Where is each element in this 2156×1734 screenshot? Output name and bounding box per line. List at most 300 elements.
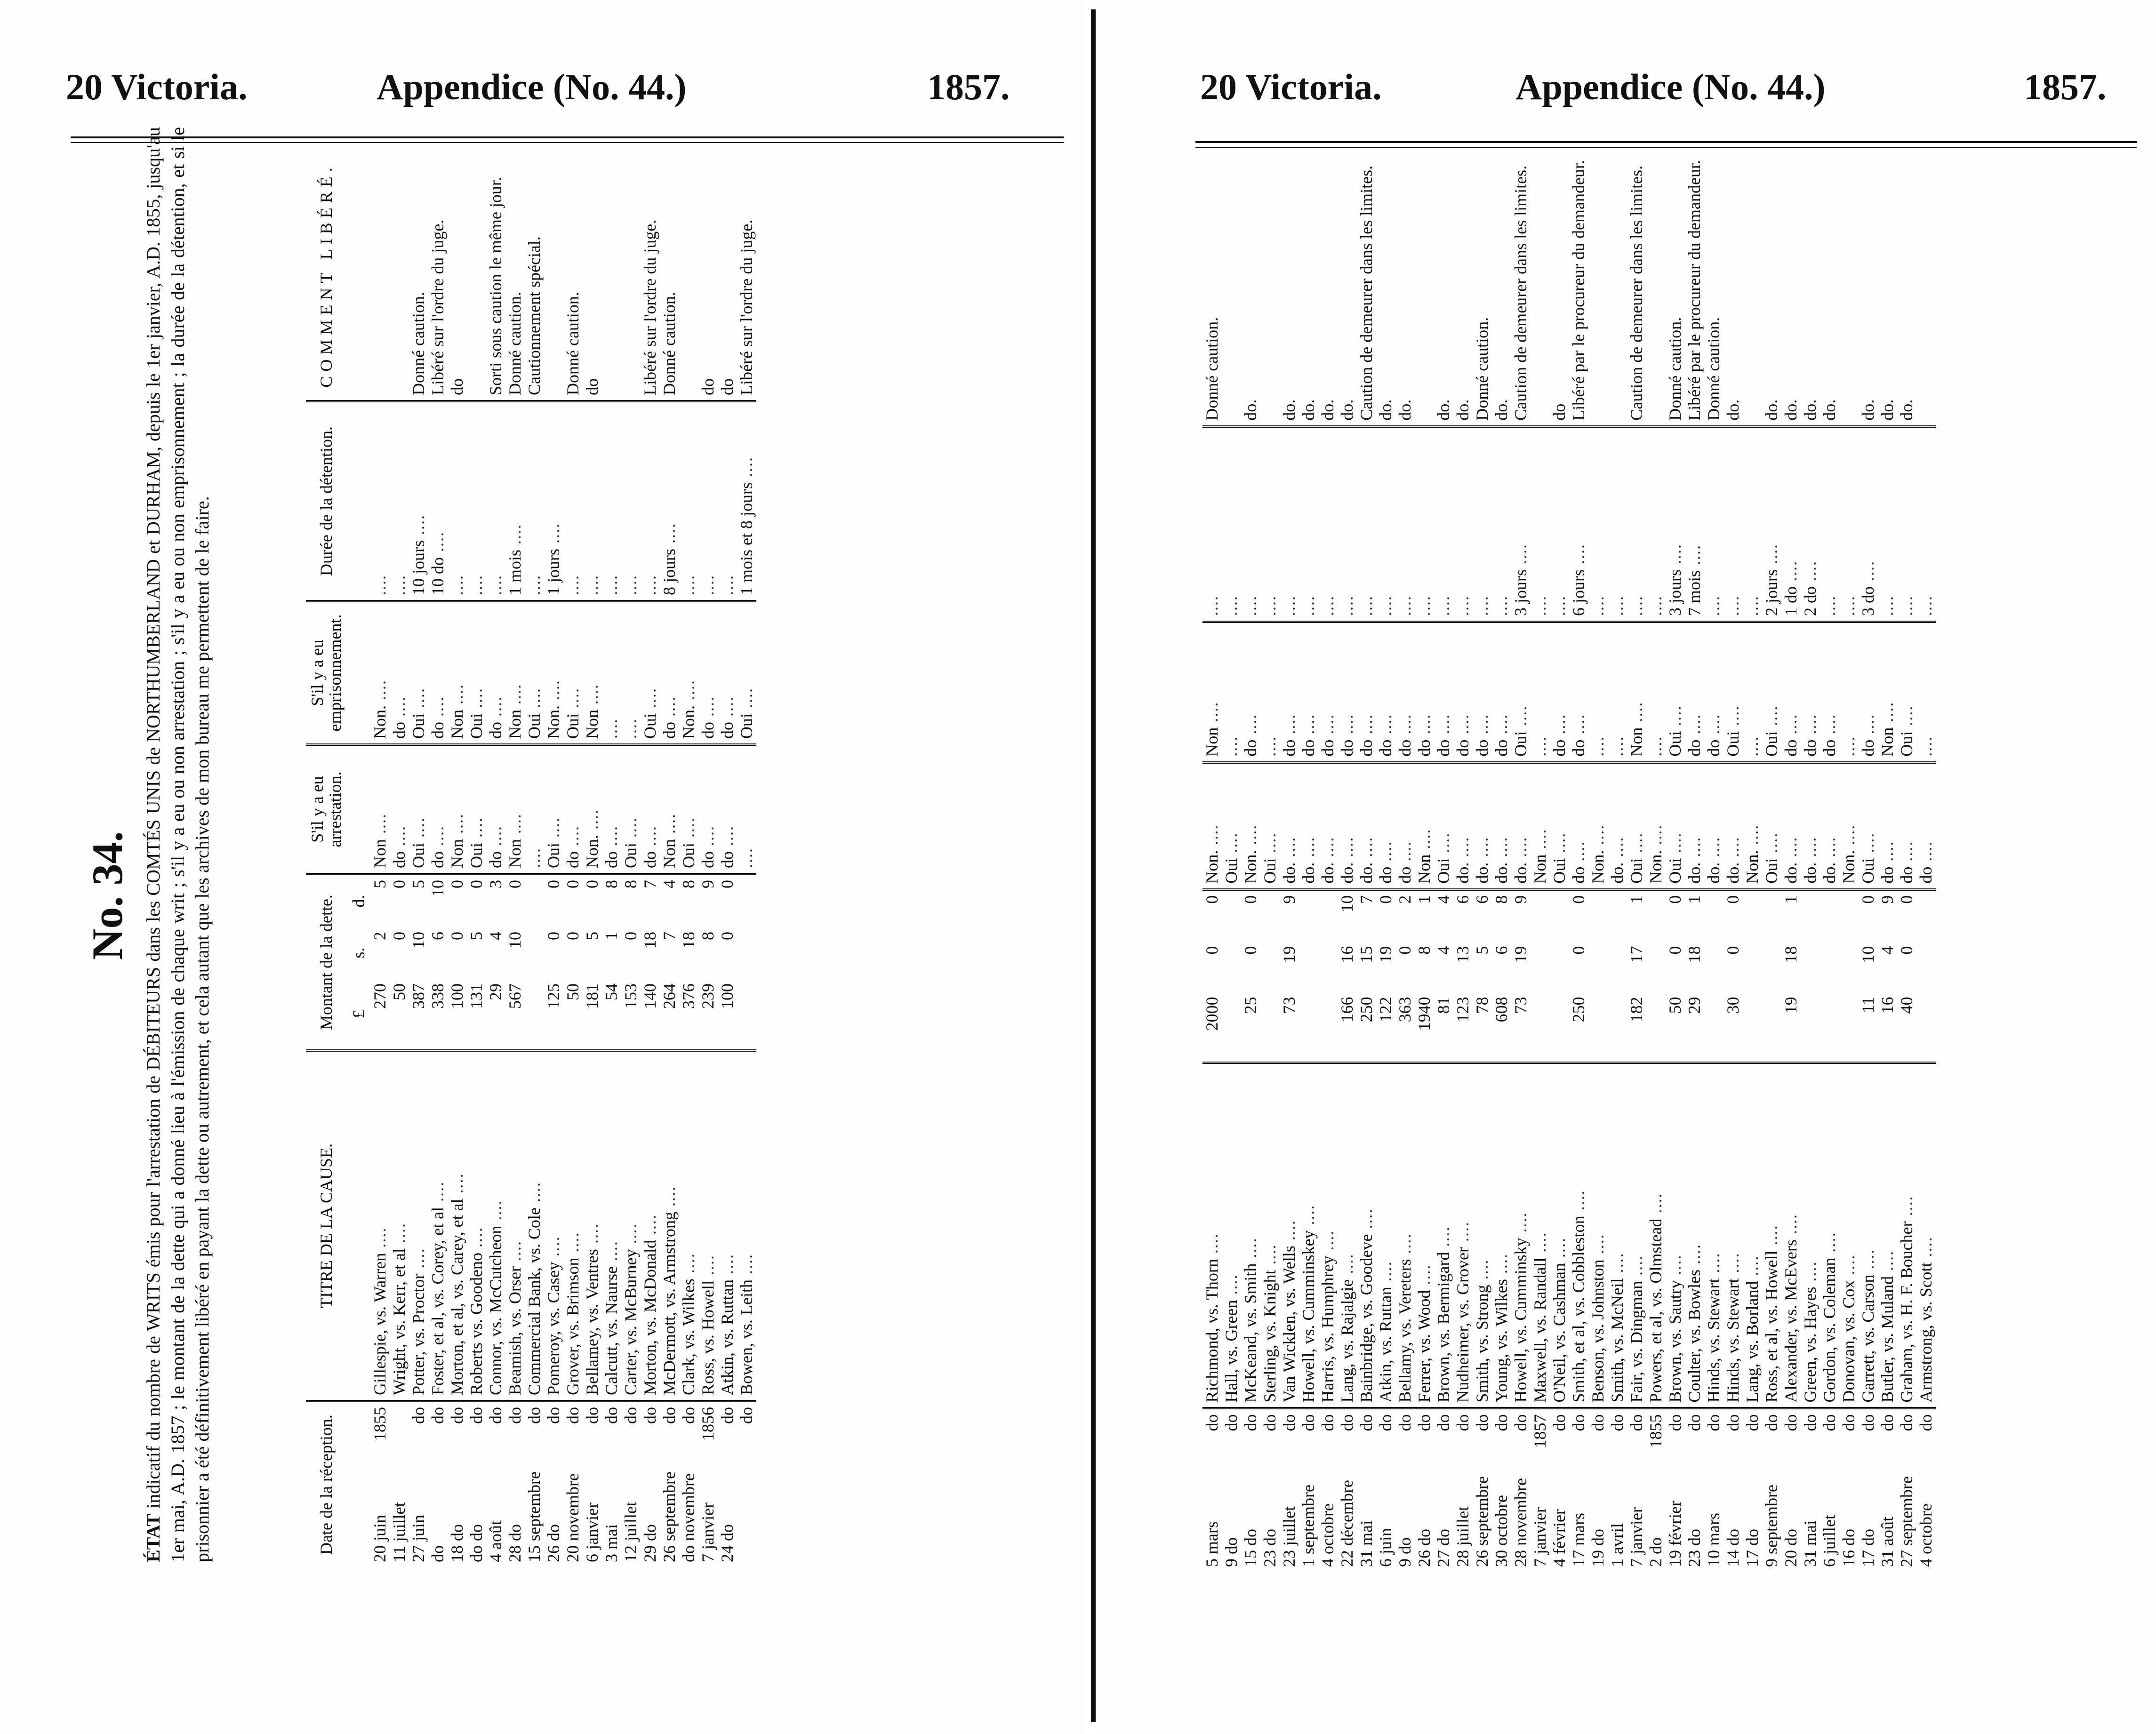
arrest-cell <box>1318 762 1338 889</box>
duration-cell <box>1723 426 1743 622</box>
duration-cell <box>544 401 563 601</box>
prison-cell <box>409 601 428 745</box>
date-value: 5 mars <box>1202 1521 1221 1567</box>
date-cell <box>698 1401 718 1567</box>
table-row <box>1781 155 1801 1572</box>
release-cell <box>1723 155 1743 426</box>
leader-dots: .... <box>621 718 640 739</box>
arrest-value: do <box>640 851 659 868</box>
release-value: Donné caution. <box>659 292 679 395</box>
table-row <box>1241 155 1260 1572</box>
release-cell <box>1338 155 1357 426</box>
arrest-value: do <box>698 851 717 868</box>
arrest-cell <box>1801 762 1820 889</box>
release-value: Donné caution. <box>1202 317 1221 421</box>
pence-cell <box>718 874 737 927</box>
release-cell <box>1801 155 1820 426</box>
pence-value: 5 <box>370 880 389 888</box>
cause-cell <box>1202 1063 1222 1408</box>
arrest-value: do. <box>1684 862 1704 884</box>
year-value: do <box>582 1407 601 1424</box>
shillings-cell <box>718 927 737 979</box>
intro-lead: ÉTAT <box>143 1514 164 1562</box>
leader-dots: .... <box>1279 836 1298 863</box>
table-row <box>1878 155 1897 1572</box>
pounds-value: 100 <box>717 983 737 1009</box>
duration-cell <box>698 401 718 601</box>
leader-dots: .... <box>659 696 679 722</box>
intro-paragraph <box>141 127 215 1562</box>
year-value: do <box>1627 1414 1646 1431</box>
pounds-cell <box>1511 992 1531 1063</box>
prison-value: do <box>1491 739 1511 757</box>
prison-value: Non <box>582 710 601 739</box>
leader-dots: .... <box>1588 595 1607 616</box>
arrest-value: do. <box>1511 862 1530 884</box>
col-shillings: s. <box>349 947 368 959</box>
cause-cell <box>1376 1063 1395 1408</box>
pence-value: 7 <box>640 880 659 888</box>
arrest-value: do. <box>1704 862 1723 884</box>
pounds-cell <box>563 979 583 1051</box>
col-arrest-header: S'il y a eu arrestation. <box>306 745 347 874</box>
leader-dots: .... <box>640 575 659 595</box>
pounds-cell <box>1473 992 1492 1063</box>
pence-cell <box>1260 889 1280 941</box>
release-cell <box>1202 155 1222 426</box>
leader-dots: .... <box>679 575 698 595</box>
leader-dots: .... <box>1646 1192 1665 1219</box>
date-value: 15 septembre <box>524 1471 544 1562</box>
pounds-value: 1940 <box>1414 997 1434 1031</box>
cause-cell <box>1608 1063 1627 1408</box>
cause-value: Maxwell, vs. Randall <box>1530 1257 1549 1403</box>
table-row <box>428 151 448 1567</box>
date-cell <box>1820 1408 1839 1572</box>
leader-dots: .... <box>1781 560 1800 587</box>
leader-dots: .... <box>1723 1252 1742 1279</box>
year-value: do <box>1665 1414 1684 1431</box>
year-value: 1856 <box>698 1407 717 1441</box>
table-row <box>467 151 486 1567</box>
leader-dots: .... <box>1260 1244 1279 1270</box>
release-value: Libéré par le procureur du demandeur. <box>1569 160 1588 421</box>
table-row <box>1608 155 1627 1572</box>
leader-dots: .... <box>717 825 737 851</box>
pounds-cell <box>467 979 486 1051</box>
leader-dots: .... <box>447 684 466 710</box>
leader-dots: .... <box>1549 1237 1569 1263</box>
cause-value: Calcutt, vs. Naurse <box>601 1266 621 1395</box>
leader-dots: .... <box>563 1231 582 1258</box>
cause-cell <box>1318 1063 1338 1408</box>
date-value: 31 mai <box>1356 1520 1376 1567</box>
leader-dots: .... <box>1762 1224 1781 1251</box>
release-cell <box>1241 155 1260 426</box>
year-value: do <box>1877 1414 1897 1431</box>
leader-dots: .... <box>370 813 389 839</box>
date-cell <box>1395 1408 1415 1572</box>
date-value: 31 mai <box>1800 1520 1819 1567</box>
pounds-cell <box>1743 992 1762 1063</box>
table-row <box>718 151 737 1567</box>
shillings-cell <box>737 927 756 979</box>
table-row <box>1801 155 1820 1572</box>
duration-cell <box>505 401 525 601</box>
table-row <box>1260 155 1280 1572</box>
year-value: do <box>409 1407 428 1424</box>
date-cell <box>486 1401 505 1567</box>
table-row <box>1338 155 1357 1572</box>
leader-dots: .... <box>428 825 447 851</box>
leader-dots: .... <box>370 575 389 595</box>
prison-value: Non <box>1202 727 1221 757</box>
shillings-cell <box>698 927 718 979</box>
arrest-cell <box>505 745 525 874</box>
shillings-value: 8 <box>1414 946 1434 955</box>
leader-dots: .... <box>1839 735 1858 757</box>
shillings-value: 18 <box>679 932 698 949</box>
leader-dots: .... <box>1627 701 1646 727</box>
prison-cell <box>1338 622 1357 763</box>
pence-cell <box>1222 889 1241 941</box>
year-value: do <box>1434 1414 1453 1431</box>
duration-cell <box>1704 426 1723 622</box>
cause-cell <box>563 1051 583 1401</box>
leader-dots: .... <box>1800 713 1819 740</box>
shillings-value: 1 <box>601 932 621 940</box>
shillings-cell <box>583 927 602 979</box>
shillings-value: 0 <box>717 932 737 940</box>
arrest-value: do. <box>1781 862 1800 884</box>
year-value: do <box>1607 1414 1627 1431</box>
shillings-cell <box>1280 942 1299 992</box>
pence-value: 9 <box>1511 895 1530 904</box>
release-value: Donné caution. <box>505 292 524 395</box>
prison-cell <box>698 601 718 745</box>
cause-value: McKeand, vs. Smith <box>1241 1263 1260 1403</box>
leader-dots: .... <box>1221 1274 1241 1300</box>
leader-dots: .... <box>1646 735 1665 757</box>
table-row <box>1704 155 1723 1572</box>
arrest-cell <box>486 745 505 874</box>
prison-cell <box>1588 622 1608 763</box>
prison-value: Non <box>447 710 466 739</box>
pence-value: 9 <box>1279 895 1298 904</box>
release-value: do. <box>1491 399 1511 421</box>
date-value: 22 décembre <box>1337 1480 1356 1567</box>
duration-cell <box>1434 426 1453 622</box>
leader-dots: .... <box>1819 713 1839 740</box>
leader-dots: .... <box>1472 713 1491 740</box>
pence-value: 6 <box>1453 895 1472 904</box>
release-cell <box>1608 155 1627 426</box>
pence-cell <box>583 874 602 927</box>
table-row <box>1685 155 1704 1572</box>
leader-dots: .... <box>1723 836 1742 863</box>
duration-cell <box>718 401 737 601</box>
arrest-value: Non <box>447 839 466 868</box>
arrest-cell <box>1453 762 1473 889</box>
release-value: do. <box>1376 399 1395 421</box>
arrest-cell <box>544 745 563 874</box>
cause-cell <box>1839 1063 1859 1408</box>
date-value: do do <box>466 1524 486 1562</box>
date-cell <box>1781 1408 1801 1572</box>
left-header-rule-2 <box>71 142 1064 143</box>
prison-value: Oui <box>409 713 428 739</box>
arrest-value: do <box>1395 866 1414 884</box>
leader-dots: .... <box>1858 1248 1877 1275</box>
leader-dots: .... <box>1588 735 1607 757</box>
duration-cell <box>1820 426 1839 622</box>
arrest-value: Oui <box>1762 858 1781 884</box>
pounds-cell <box>583 979 602 1051</box>
leader-dots: .... <box>1221 735 1241 757</box>
prison-value: do <box>389 722 409 739</box>
leader-dots: .... <box>1356 1208 1376 1234</box>
date-cell <box>1627 1408 1646 1572</box>
shillings-value: 18 <box>1684 946 1704 963</box>
leader-dots: .... <box>1221 595 1241 616</box>
leader-dots: .... <box>1800 560 1819 587</box>
date-cell <box>390 1401 409 1567</box>
leader-dots: .... <box>1839 1254 1858 1280</box>
prison-value: Oui <box>1511 731 1530 757</box>
release-cell <box>1376 155 1395 426</box>
prison-cell <box>1839 622 1859 763</box>
duration-cell <box>1338 426 1357 622</box>
arrest-value: do. <box>1356 862 1376 884</box>
arrest-value: Oui <box>1221 858 1241 884</box>
duration-cell <box>602 401 621 601</box>
duration-value: 8 jours <box>659 549 679 595</box>
leader-dots: .... <box>1530 595 1549 616</box>
cause-value: Carter, vs. McBurney <box>621 1249 640 1395</box>
leader-dots: .... <box>1742 735 1762 757</box>
duration-value: 10 jours <box>409 540 428 595</box>
date-cell <box>1743 1408 1762 1572</box>
table-row <box>1531 155 1550 1572</box>
prison-value: do <box>486 722 505 739</box>
leader-dots: .... <box>1665 543 1684 570</box>
prison-value: do <box>428 722 447 739</box>
cause-value: Garrett, vs. Carson <box>1858 1274 1877 1403</box>
col-pounds: £ <box>349 1010 368 1018</box>
date-cell <box>1473 1408 1492 1572</box>
right-table-wrap <box>1202 155 1936 1572</box>
pence-value: 0 <box>505 880 524 888</box>
shillings-cell <box>1202 942 1222 992</box>
arrest-cell <box>1743 762 1762 889</box>
leader-dots: .... <box>1916 840 1935 867</box>
date-cell <box>1222 1408 1241 1572</box>
arrest-cell <box>1666 762 1685 889</box>
date-cell <box>602 1401 621 1567</box>
date-cell <box>1801 1408 1820 1572</box>
duration-cell <box>1222 426 1241 622</box>
prison-cell <box>1395 622 1415 763</box>
table-row <box>1395 155 1415 1572</box>
pounds-value: 16 <box>1877 997 1897 1014</box>
release-value: do <box>1549 403 1569 421</box>
col-title-header: TITRE DE LA CAUSE. <box>306 1051 347 1401</box>
leader-dots: .... <box>505 684 524 710</box>
arrest-cell <box>1916 762 1936 889</box>
release-value: do <box>582 378 601 395</box>
cause-cell <box>544 1051 563 1401</box>
cause-cell <box>1704 1063 1723 1408</box>
release-cell <box>505 151 525 401</box>
cause-value: Grover, vs. Brimson <box>563 1257 582 1395</box>
prison-value: do <box>1279 739 1298 757</box>
pence-cell <box>370 874 390 927</box>
cause-cell <box>1762 1063 1781 1408</box>
release-value: Caution de demeurer dans les limites. <box>1511 165 1530 421</box>
duration-cell <box>428 401 448 601</box>
leader-dots: .... <box>1491 595 1511 616</box>
arrest-cell <box>467 745 486 874</box>
pence-cell <box>1357 889 1376 941</box>
pence-cell <box>409 874 428 927</box>
date-cell <box>621 1401 641 1567</box>
year-value: do <box>1549 1414 1569 1431</box>
prison-value: Oui <box>1762 731 1781 757</box>
cause-value: Bainbridge, vs. Goodeve <box>1356 1234 1376 1403</box>
shillings-cell <box>428 927 448 979</box>
arrest-value: Oui <box>409 843 428 868</box>
date-value: do <box>428 1545 447 1562</box>
prison-value: Oui <box>563 713 582 739</box>
pence-cell <box>1338 889 1357 941</box>
shillings-cell <box>467 927 486 979</box>
duration-cell <box>563 401 583 601</box>
arrest-value: do <box>1897 866 1916 884</box>
pence-cell <box>1685 889 1704 941</box>
left-table-body <box>370 151 756 1567</box>
pence-value: 0 <box>1241 895 1260 904</box>
pounds-value: 122 <box>1376 997 1395 1023</box>
date-value: 26 septembre <box>659 1471 679 1562</box>
date-value: 1 septembre <box>1298 1485 1318 1567</box>
pence-value: 4 <box>659 880 679 888</box>
leader-dots: .... <box>1684 836 1704 863</box>
duration-cell <box>1318 426 1338 622</box>
prison-cell <box>505 601 525 745</box>
shillings-cell <box>486 927 505 979</box>
shillings-cell <box>1627 942 1646 992</box>
leader-dots: .... <box>1858 713 1877 740</box>
prison-value: do <box>698 722 717 739</box>
leader-dots: .... <box>1221 832 1241 858</box>
duration-cell <box>390 401 409 601</box>
date-cell <box>583 1401 602 1567</box>
pence-cell <box>660 874 679 927</box>
arrest-value: do <box>486 851 505 868</box>
pounds-cell <box>1588 992 1608 1063</box>
leader-dots: .... <box>640 825 659 851</box>
leader-dots: .... <box>1337 836 1356 863</box>
prison-cell <box>1801 622 1820 763</box>
book-spine <box>1091 9 1096 1722</box>
leader-dots: .... <box>737 847 756 868</box>
duration-value: 2 jours <box>1762 569 1781 616</box>
year-value: do <box>544 1407 563 1424</box>
arrest-value: do <box>601 851 621 868</box>
pounds-cell <box>602 979 621 1051</box>
leader-dots: .... <box>1607 595 1627 616</box>
cause-cell <box>1627 1063 1646 1408</box>
leader-dots: .... <box>1684 544 1704 571</box>
leader-dots: .... <box>717 1253 737 1279</box>
duration-cell <box>409 401 428 601</box>
shillings-value: 10 <box>1858 946 1877 963</box>
pence-value: 5 <box>409 880 428 888</box>
leader-dots: .... <box>1434 595 1453 616</box>
leader-dots: .... <box>1434 832 1453 858</box>
pounds-value: 40 <box>1897 997 1916 1014</box>
shillings-value: 18 <box>640 932 659 949</box>
right-regnal: 20 Victoria. <box>1200 66 1382 107</box>
left-table-subheader <box>347 151 371 1567</box>
leader-dots: .... <box>1298 836 1318 863</box>
cause-cell <box>1743 1063 1762 1408</box>
release-cell <box>641 151 660 401</box>
right-header-rule-2 <box>1195 147 2137 148</box>
pounds-value: 29 <box>1684 997 1704 1014</box>
pence-cell <box>1646 889 1666 941</box>
release-cell <box>486 151 505 401</box>
leader-dots: .... <box>582 684 601 710</box>
release-cell <box>698 151 718 401</box>
shillings-cell <box>1531 942 1550 992</box>
table-row <box>679 151 698 1567</box>
cause-cell <box>737 1051 756 1401</box>
shillings-cell <box>602 927 621 979</box>
arrest-value: do. <box>1298 862 1318 884</box>
leader-dots: .... <box>1549 713 1569 740</box>
leader-dots: .... <box>1742 1255 1762 1281</box>
release-cell <box>1685 155 1704 426</box>
leader-dots: .... <box>1491 713 1511 740</box>
prison-value: do <box>1356 739 1376 757</box>
prison-cell <box>641 601 660 745</box>
shillings-cell <box>1743 942 1762 992</box>
table-row <box>544 151 563 1567</box>
prison-cell <box>1685 622 1704 763</box>
pounds-cell <box>1569 992 1588 1063</box>
leader-dots: .... <box>698 825 717 851</box>
release-value: Donné caution. <box>1665 317 1684 421</box>
arrest-value: Oui <box>679 843 698 868</box>
cause-cell <box>1357 1063 1376 1408</box>
leader-dots: .... <box>544 1236 563 1262</box>
leader-dots: .... <box>505 523 524 550</box>
release-value: Libéré sur l'ordre du juge. <box>640 219 659 395</box>
leader-dots: .... <box>370 679 389 705</box>
cause-cell <box>602 1051 621 1401</box>
pounds-value: 153 <box>621 983 640 1009</box>
prison-value: do <box>1472 739 1491 757</box>
date-value: 29 do <box>640 1524 659 1562</box>
duration-cell <box>1492 426 1511 622</box>
pence-value: 9 <box>698 880 717 888</box>
arrest-value: do. <box>1491 862 1511 884</box>
duration-value: 1 jours <box>544 549 563 595</box>
shillings-value: 18 <box>1781 946 1800 963</box>
year-value: do <box>1858 1414 1877 1431</box>
duration-cell <box>737 401 756 601</box>
